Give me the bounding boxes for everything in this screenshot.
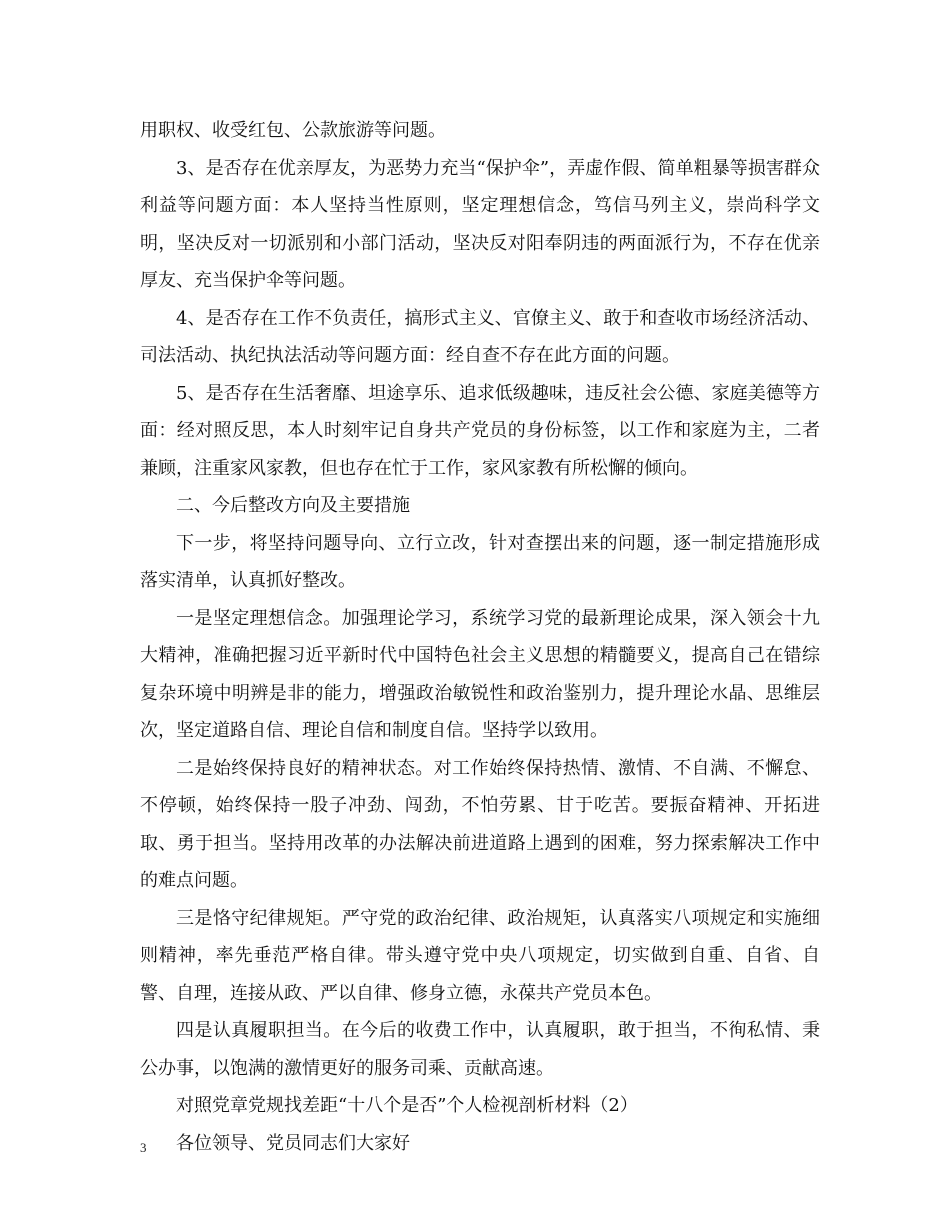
paragraph-measure-1: 一是坚定理想信念。加强理论学习，系统学习党的最新理论成果，深入领会十九大精神，准确把握习近平新时代中国特色社会主义思想的精髓要义，提高自己在错综复杂环境中明辨是非的能力，增强政治敏锐性和政治鉴别力，提升理论水晶、思维层次，坚定道路自信、理论自信和制度自信。坚持学以致用。 (140, 607, 820, 741)
document-body (140, 112, 820, 1162)
paragraph-measure-3: 三是恪守纪律规矩。严守党的政治纪律、政治规矩，认真落实八项规定和实施细则精神，率先垂范严格自律。带头遵守党中央八项规定，切实做到自重、自省、自警、自理，连接从政、严以自律、修身立德，永葆共产党员本色。 (140, 907, 820, 1004)
paragraph-item-5: 5、是否存在生活奢靡、坦途享乐、追求低级趣味，违反社会公德、家庭美德等方面：经对照反思，本人时刻牢记自身共产党员的身份标签，以工作和家庭为主，二者兼顾，注重家风家教，但也存在忙于工作，家风家教有所松懈的倾向。 (140, 382, 820, 479)
greeting-line: 各位领导、党员同志们大家好 (176, 1132, 410, 1154)
page-number: 3 (140, 1140, 147, 1155)
paragraph-item-4: 4、是否存在工作不负责任，搞形式主义、官僚主义、敢于和查收市场经济活动、司法活动、执纪执法活动等问题方面：经自查不存在此方面的问题。 (140, 307, 820, 366)
paragraph-item-3: 3、是否存在优亲厚友，为恶势力充当“保护伞”，弄虚作假、简单粗暴等损害群众利益等问题方面：本人坚持当性原则，坚定理想信念，笃信马列主义，崇尚科学文明，坚决反对一切派别和小部门活动，坚决反对阳奉阴违的两面派行为，不存在优亲厚友、充当保护伞等问题。 (140, 157, 820, 291)
paragraph-measure-2: 二是始终保持良好的精神状态。对工作始终保持热情、激情、不自满、不懈怠、不停顿，始终保持一股子冲劲、闯劲，不怕劳累、甘于吃苦。要振奋精神、开拓进取、勇于担当。坚持用改革的办法解决前进道路上遇到的困难，努力探索解决工作中的难点问题。 (140, 757, 820, 891)
paragraph-next-steps: 下一步，将坚持问题导向、立行立改，针对查摆出来的问题，逐一制定措施形成落实清单，认真抓好整改。 (140, 532, 820, 591)
paragraph-continuation: 用职权、收受红包、公款旅游等问题。 (140, 120, 446, 141)
paragraph-measure-4: 四是认真履职担当。在今后的收费工作中，认真履职，敢于担当，不徇私情、秉公办事，以饱满的激情更好的服务司乘、贡献高速。 (140, 1020, 820, 1079)
section-heading: 二、今后整改方向及主要措施 (176, 495, 410, 516)
document-title-2: 对照党章党规找差距“十八个是否”个人检视剖析材料（2） (176, 1095, 638, 1116)
